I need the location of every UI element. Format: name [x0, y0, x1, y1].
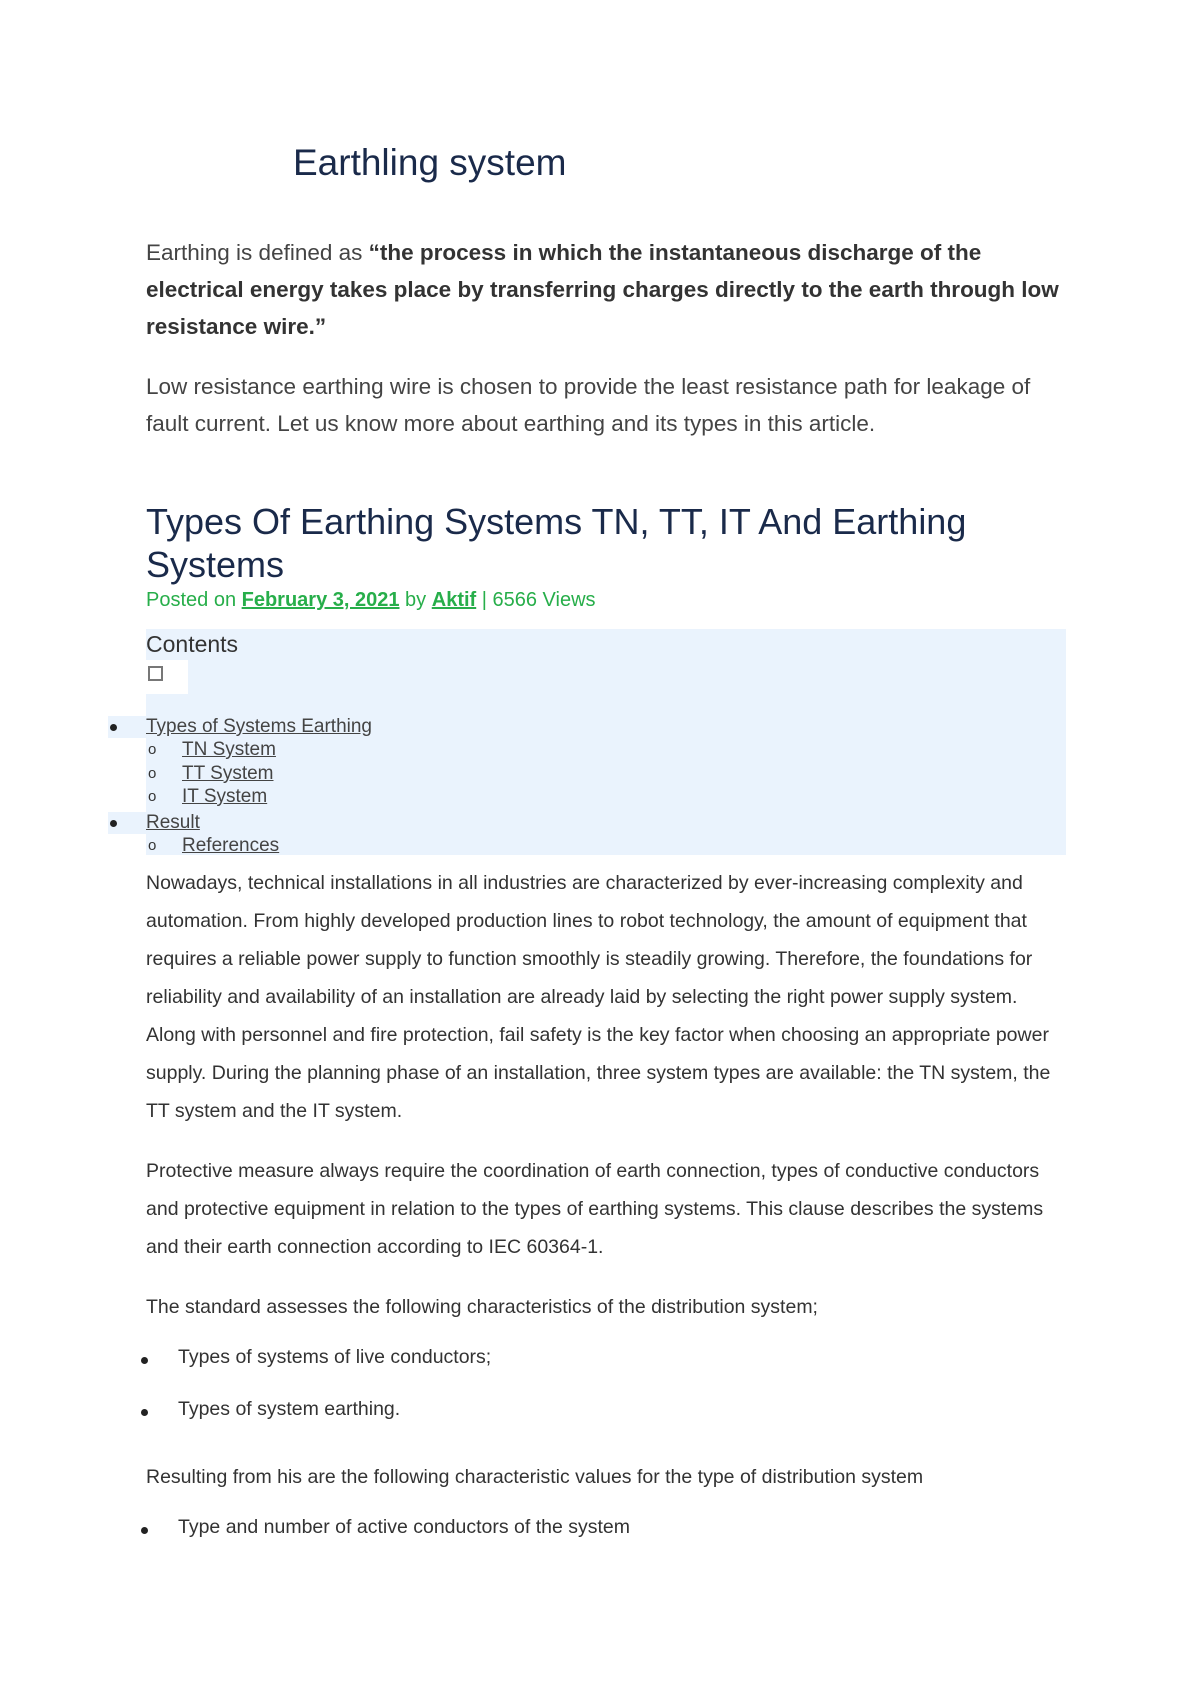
body-paragraph-3: The standard assesses the following characteristics of the distribution system; [146, 1296, 818, 1318]
bullet-icon [141, 1357, 148, 1364]
meta-date-link[interactable]: February 3, 2021 [241, 589, 400, 611]
body-paragraph-2: Protective measure always require the coordination of earth connection, types of conductive conductors and protective equipment in relation to the types of earthing systems. This clause describes the systems and their earth connection according to IEC 60364-1. [146, 1160, 1044, 1258]
circle-bullet-icon: o [148, 788, 157, 805]
article-title: Types Of Earthing Systems TN, TT, IT And Earthing Systems [146, 501, 967, 585]
toc-link-result[interactable]: Result [146, 812, 200, 833]
meta-views: | 6566 Views [476, 589, 596, 611]
bullet-icon [141, 1527, 148, 1534]
toc-link-it-system[interactable]: IT System [182, 786, 268, 807]
toc-heading: Contents [146, 631, 239, 657]
toc-link-references[interactable]: References [182, 835, 280, 856]
bullet-icon [141, 1409, 148, 1416]
circle-bullet-icon: o [148, 765, 157, 782]
intro-quote: “the process in which the instantaneous discharge of the electrical energy takes place by transferring charges directly to the earth through low resistance wire.” [146, 240, 1059, 339]
list-item: Type and number of active conductors of the system [178, 1516, 630, 1538]
toc-link-tn-system[interactable]: TN System [182, 739, 276, 760]
toc-container [146, 629, 1066, 855]
bullet-icon [110, 724, 117, 731]
bullet-icon [110, 820, 117, 827]
intro-second-paragraph: Low resistance earthing wire is chosen to provide the least resistance path for leakage of fault current. Let us know more about earthing and its types in this article. [146, 374, 1031, 436]
toc-toggle-button[interactable] [146, 660, 188, 694]
meta-posted-on: Posted on [146, 589, 242, 611]
meta-author-link[interactable]: Aktif [431, 589, 477, 611]
body-paragraph-1: Nowadays, technical installations in all industries are characterized by ever-increasing complexity and automation. From highly developed production lines to robot technology, the amount of equipment that requires a reliable power supply to function smoothly is steadily growing. Therefore, the foundations for reliability and availability of an installation are already laid by selecting the right power supply system. Along with personnel and fire protection, fail safety is the key factor when choosing an appropriate power supply. During the planning phase of an installation, three system types are available: the TN system, the TT system and the IT system. [146, 872, 1051, 1122]
article-meta [146, 589, 596, 612]
list-item: Types of systems of live conductors; [178, 1346, 492, 1368]
intro-paragraph [146, 234, 1066, 345]
toc-link-tt-system[interactable]: TT System [182, 763, 274, 784]
circle-bullet-icon: o [148, 837, 157, 854]
intro-lead: Earthing is defined as [146, 240, 369, 265]
list-item: Types of system earthing. [178, 1398, 401, 1420]
body-paragraph-4: Resulting from his are the following characteristic values for the type of distribution system [146, 1466, 924, 1488]
meta-by: by [399, 589, 432, 611]
document-title: Earthling system [293, 142, 567, 183]
checkbox-icon [148, 666, 163, 681]
toc-link-types-of-systems-earthing[interactable]: Types of Systems Earthing [146, 716, 372, 737]
circle-bullet-icon: o [148, 741, 157, 758]
